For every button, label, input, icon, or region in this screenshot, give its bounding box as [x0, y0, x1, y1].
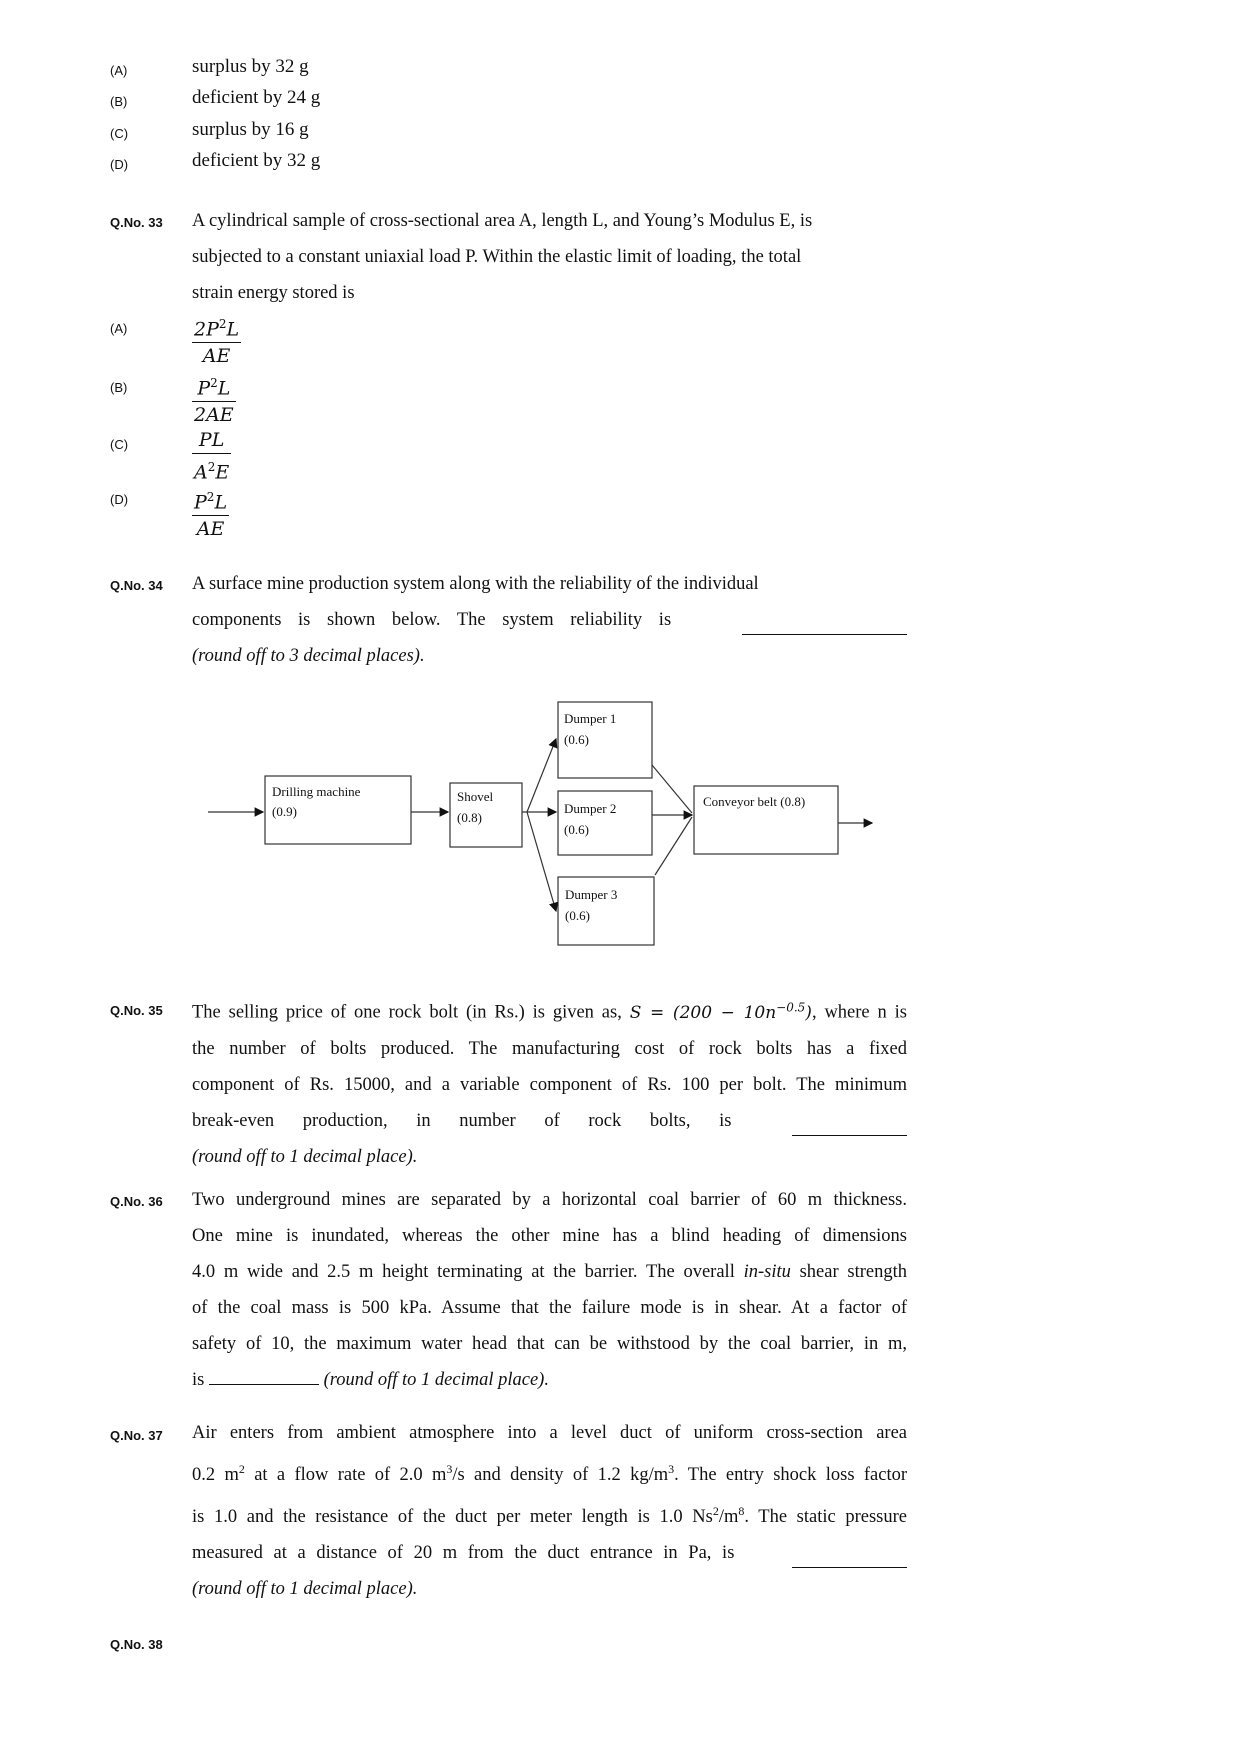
question-number: Q.No. 33 [110, 215, 163, 230]
shovel-name: Shovel [457, 789, 494, 804]
question-number: Q.No. 36 [110, 1194, 163, 1209]
answer-blank [792, 1117, 907, 1136]
option-text: surplus by 16 g [192, 119, 309, 140]
drilling-machine-name: Drilling machine [272, 784, 361, 799]
option-fraction-d: $\frac{P^2L}{AE}$ [192, 484, 229, 542]
answer-blank [792, 1549, 907, 1568]
dumper2-name: Dumper 2 [564, 801, 617, 816]
answer-blank [209, 1366, 319, 1385]
option-text: deficient by 24 g [192, 87, 321, 108]
answer-blank [742, 616, 907, 635]
dumper1-name: Dumper 1 [564, 711, 617, 726]
question-number: Q.No. 35 [110, 1003, 163, 1018]
reliability-diagram [200, 695, 880, 955]
question-text: Air enters from ambient atmosphere into a level duct of uniform cross-section area 0.2 $m^2$ at a flow rate of 2.0 $m^3/s$ and density of 1.2 $kg/m^3$. The entry shock loss factor is 1.0 and the resistance of the duct per meter length is 1.0 $Ns^2/m^8$. The static pressure measured at a distance of 20 m from the duct entrance in Pa, is (round off to 1 decimal place). [192, 1423, 907, 1600]
option-label: (B) [110, 380, 128, 395]
option-text: deficient by 32 g [192, 150, 321, 171]
option-label: (D) [110, 157, 129, 172]
option-fraction-a: $\frac{2P^2L}{AE}$ [192, 311, 241, 369]
question-text: A cylindrical sample of cross-sectional area A, length L, and Young’s Modulus E, is subjected to a constant uniaxial load P. Within the elastic limit of loading, the total strain energy stored is [192, 211, 813, 303]
shovel-rel: (0.8) [457, 810, 482, 825]
dumper1-rel: (0.6) [564, 732, 589, 747]
question-text: Two underground mines are separated by a horizontal coal barrier of 60 m thickness. One mine is inundated, whereas the other mine has a blind heading of dimensions 4.0 m wide and 2.5 m height terminating at the barrier. The overall in-situ shear strength of the coal mass is 500 kPa. Assume that the failure mode is in shear. At a factor of safety of 10, the maximum water head that can be withstood by the coal barrier, in m, is (round off to 1 decimal place). [192, 1190, 907, 1390]
question-number: Q.No. 34 [110, 578, 163, 593]
option-label: (B) [110, 94, 128, 109]
question-text: The selling price of one rock bolt (in Rs.) is given as, $S = (200 - 10n^{-0.5})$, where n is the number of bolts produced. The manufacturing cost of rock bolts has a fixed component of Rs. 15000, and a variable component of Rs. 100 per bolt. The minimum break-even production, in number of rock bolts, is (round off to 1 decimal place). [192, 1000, 907, 1167]
question-text: A surface mine production system along with the reliability of the individual components is shown below. The system reliability is (round off to 3 decimal places). [192, 566, 907, 674]
option-text: surplus by 32 g [192, 56, 309, 77]
question-number-38: Q.No. 38 [110, 1637, 163, 1652]
dumper3-rel: (0.6) [565, 908, 590, 923]
conveyor-belt-label: Conveyor belt (0.8) [703, 794, 806, 809]
question-number: Q.No. 37 [110, 1428, 163, 1443]
option-label: (C) [110, 126, 129, 141]
drilling-machine-rel: (0.9) [272, 804, 297, 819]
dumper2-rel: (0.6) [564, 822, 589, 837]
option-fraction-b: $\frac{P^2L}{2AE}$ [192, 370, 236, 428]
option-label: (A) [110, 63, 128, 78]
option-label: (A) [110, 321, 128, 336]
dumper3-name: Dumper 3 [565, 887, 618, 902]
option-label: (C) [110, 437, 129, 452]
option-label: (D) [110, 492, 129, 507]
option-fraction-c: $\frac{PL}{A^2E}$ [194, 429, 230, 484]
